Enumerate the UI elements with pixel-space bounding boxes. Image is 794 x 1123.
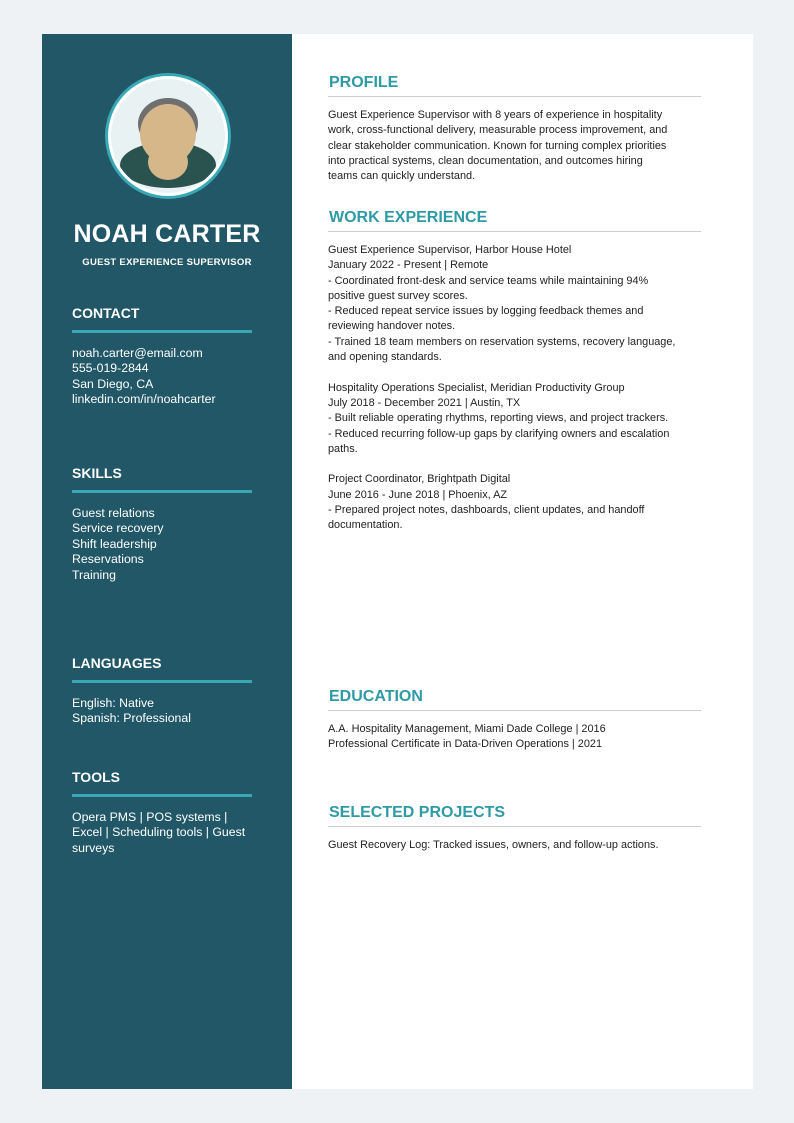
skill-item: Shift leadership <box>72 536 157 551</box>
tools-section <box>72 769 252 856</box>
job-bullet: - Reduced repeat service issues by logging feedback themes and <box>328 305 644 318</box>
profile-line: teams can quickly understand. <box>328 170 476 183</box>
skills-heading: SKILLS <box>72 465 122 481</box>
profile-heading: PROFILE <box>329 74 399 91</box>
languages-heading: LANGUAGES <box>72 655 162 671</box>
education-item: A.A. Hospitality Management, Miami Dade College | 2016 <box>328 723 606 735</box>
job-entry <box>328 472 701 533</box>
avatar-icon <box>104 72 232 200</box>
candidate-name: NOAH CARTER <box>73 220 261 248</box>
experience-section <box>328 207 701 549</box>
skill-item: Guest relations <box>72 506 155 520</box>
contact-divider <box>72 330 252 333</box>
skill-item: Service recovery <box>72 521 164 536</box>
skill-item: Reservations <box>72 552 144 567</box>
projects-divider <box>328 826 701 827</box>
resume-page <box>42 34 753 1089</box>
sidebar <box>42 34 292 1089</box>
education-divider <box>328 710 701 711</box>
profile-line: Guest Experience Supervisor with 8 years of experience in hospitality <box>328 109 663 121</box>
job-bullet: and opening standards. <box>328 351 442 364</box>
contact-heading: CONTACT <box>72 305 140 321</box>
job-entry <box>328 381 701 457</box>
contact-location: San Diego, CA <box>72 376 154 391</box>
language-item: English: Native <box>72 696 155 710</box>
job-dates: January 2022 - Present | Remote <box>328 259 489 272</box>
projects-section <box>328 802 701 853</box>
skills-section <box>72 465 252 583</box>
profile-line: work, cross-functional delivery, measurable process improvement, and <box>328 124 668 137</box>
job-entry <box>328 243 701 365</box>
education-heading: EDUCATION <box>329 688 423 705</box>
contact-section <box>72 305 252 408</box>
projects-heading: SELECTED PROJECTS <box>329 804 506 821</box>
job-role: Guest Experience Supervisor, Harbor House Hotel <box>328 244 572 256</box>
job-dates: July 2018 - December 2021 | Austin, TX <box>328 396 521 409</box>
job-bullet: - Built reliable operating rhythms, reporting views, and project trackers. <box>328 412 669 425</box>
job-bullet: paths. <box>328 442 358 455</box>
profile-divider <box>328 96 701 97</box>
experience-heading: WORK EXPERIENCE <box>329 209 488 226</box>
job-role: Project Coordinator, Brightpath Digital <box>328 473 511 486</box>
profile-line: clear stakeholder communication. Known for turning complex priorities <box>328 139 667 152</box>
avatar <box>104 72 232 200</box>
experience-divider <box>328 231 701 232</box>
profile-summary <box>328 108 701 184</box>
skills-divider <box>72 490 252 493</box>
profile-section <box>328 72 701 184</box>
job-bullet: - Reduced recurring follow-up gaps by clarifying owners and escalation <box>328 427 670 440</box>
job-bullet: - Prepared project notes, dashboards, client updates, and handoff <box>328 504 645 517</box>
contact-linkedin[interactable]: linkedin.com/in/noahcarter <box>72 392 216 407</box>
job-bullet: positive guest survey scores. <box>328 289 468 302</box>
profile-line: into practical systems, clean documentation, and outcomes hiring <box>328 154 643 167</box>
tools-list: Opera PMS | POS systems | Excel | Scheduling tools | Guest surveys <box>72 810 246 855</box>
job-bullet: - Trained 18 team members on reservation systems, recovery language, <box>328 335 676 348</box>
languages-section <box>72 655 252 727</box>
job-bullet: reviewing handover notes. <box>328 320 456 333</box>
project-item: Guest Recovery Log: Tracked issues, owners, and follow-up actions. <box>328 839 659 851</box>
job-bullet: documentation. <box>328 519 403 532</box>
tools-heading: TOOLS <box>72 769 120 785</box>
contact-email[interactable]: noah.carter@email.com <box>72 346 203 360</box>
job-role: Hospitality Operations Specialist, Meridian Productivity Group <box>328 381 625 394</box>
language-item: Spanish: Professional <box>72 711 191 726</box>
job-bullet: - Coordinated front-desk and service teams while maintaining 94% <box>328 274 649 287</box>
candidate-title: GUEST EXPERIENCE SUPERVISOR <box>82 257 252 268</box>
education-item: Professional Certificate in Data-Driven Operations | 2021 <box>328 738 603 751</box>
skill-item: Training <box>72 567 116 582</box>
job-dates: June 2016 - June 2018 | Phoenix, AZ <box>328 488 508 501</box>
education-section <box>328 686 701 753</box>
tools-divider <box>72 794 252 797</box>
contact-phone[interactable]: 555-019-2844 <box>72 361 149 376</box>
languages-divider <box>72 680 252 683</box>
